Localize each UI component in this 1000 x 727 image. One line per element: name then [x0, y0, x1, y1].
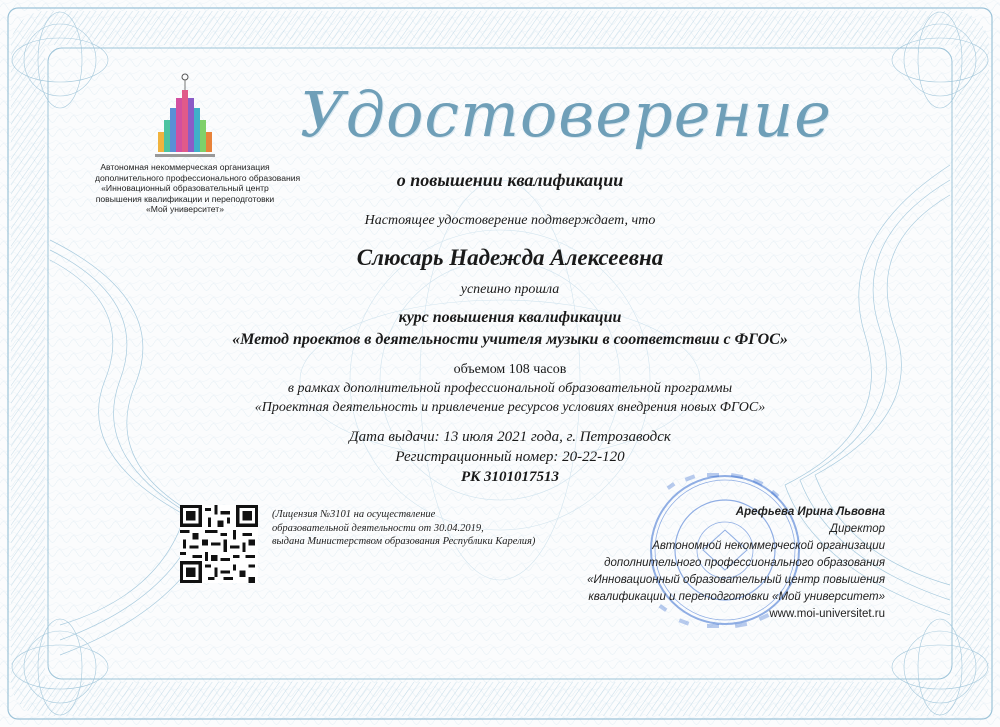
course-title: «Метод проектов в деятельности учителя музыки в соответствии с ФГОС» [232, 331, 788, 348]
org-caption-line: Автономная некоммерческая организация [100, 162, 270, 172]
intro-text: Настоящее удостоверение подтверждает, что [364, 213, 656, 228]
signatory-org-line: «Инновационный образовательный центр повышения [587, 574, 885, 586]
org-caption-line: повышения квалификации и переподготовки [95, 193, 275, 204]
course-label: курс повышения квалификации [398, 309, 622, 326]
org-caption-line: «Инновационный образовательный центр [101, 183, 269, 193]
org-caption-line: «Мой университет» [145, 204, 225, 214]
signatory-org-line: Автономной некоммерческой организации [652, 540, 885, 552]
org-caption-line: дополнительного профессионального образования [95, 172, 301, 183]
certificate-title: Удостоверение [300, 78, 832, 151]
certificate-subtitle: о повышении квалификации [396, 170, 624, 190]
qr-code-icon [180, 505, 258, 583]
rk-number: РК 3101017513 [460, 469, 560, 485]
signatory-org-line: дополнительного профессионального образования [604, 557, 885, 569]
recipient-name: Слюсарь Надежда Алексеевна [356, 245, 664, 270]
issue-date: Дата выдачи: 13 июля 2021 года, г. Петрозаводск [349, 429, 671, 445]
website-link[interactable]: www.moi-universitet.ru [769, 608, 885, 620]
registration-number: Регистрационный номер: 20-22-120 [395, 449, 625, 465]
license-line: образовательной деятельности от 30.04.2019, [272, 522, 484, 534]
program-title: «Проектная деятельность и привлечение ресурсов условиях внедрения новых ФГОС» [254, 400, 766, 415]
course-hours: объемом 108 часов [453, 362, 567, 377]
signatory-block [540, 504, 885, 623]
university-tower-logo [155, 72, 215, 162]
signatory-position: Директор [829, 523, 885, 535]
signatory-org-line: квалификации и переподготовки «Мой университет» [588, 591, 885, 603]
passed-text: успешно прошла [460, 282, 560, 297]
license-line: выдана Министерством образования Республики Карелия) [272, 536, 536, 547]
license-info [272, 508, 562, 549]
program-label: в рамках дополнительной профессиональной образовательной программы [287, 381, 733, 396]
license-line: (Лицензия №3101 на осуществление [272, 509, 436, 520]
signatory-name: Арефьева Ирина Львовна [735, 506, 885, 518]
